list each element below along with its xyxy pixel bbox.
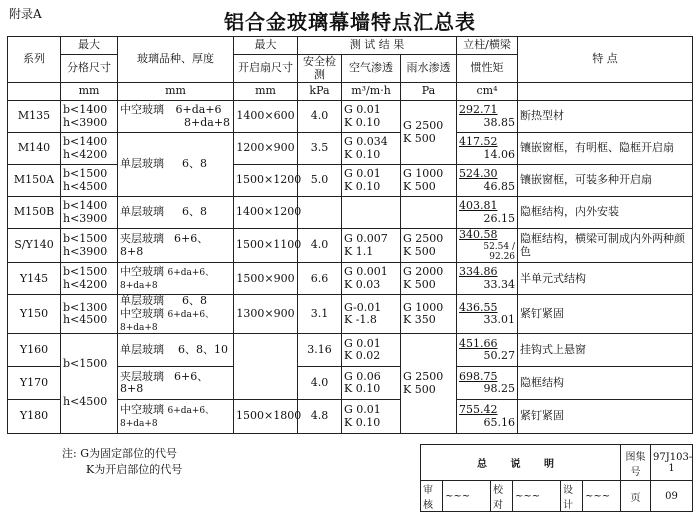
unit-air: m³/m·h: [342, 83, 401, 101]
header-test-results: 测 试 结 果: [298, 37, 457, 55]
review-signature: ~~~: [443, 481, 491, 512]
table-row: Y160 b<1500 h<4500 单层玻璃 6、8、10 3.16 G 0.01 K 0.02 G 2500 K 500 451.66 50.27 挂钩式上悬窗: [8, 334, 693, 367]
table-row: Y170 夹层玻璃 6+6、8+8 4.0 G 0.06 K 0.10 698.75 98.25 隐框结构: [8, 367, 693, 400]
table-row: S/Y140 b<1500 h<3900 夹层玻璃 6+6、8+8 1500×1100 4.0 G 0.007 K 1.1 G 2500 K 500 340.58 52.54 / 92.26 隐框结构，横梁可制成内外两种颜色: [8, 229, 693, 263]
appendix-label: 附录A: [9, 7, 42, 21]
page-label: 页: [621, 481, 651, 512]
table-row: Y145 b<1500 h<4200 中空玻璃 6+da+6、8+da+8 1500×900 6.6 G 0.001 K 0.03 G 2000 K 500 334.86 33.34 半单元式结构: [8, 263, 693, 295]
unit-grid: mm: [61, 83, 118, 101]
header-safety: 安全检测: [298, 55, 342, 83]
atlas-label: 图集号: [621, 445, 651, 481]
page-number: 09: [651, 481, 693, 512]
header-max-open: 最大: [234, 37, 298, 55]
table-row: M135 b<1400 h<3900 中空玻璃 6+da+6 8+da+8 1400×600 4.0 G 0.01 K 0.10 G 2500 K 500 292.71 38.85 断热型材: [8, 101, 693, 133]
header-max-open-2: 开启扇尺寸: [234, 55, 298, 83]
table-row: M150B b<1400 h<3900 单层玻璃 6、8 1400×1200 403.81 26.15 隐框结构，内外安装: [8, 197, 693, 229]
header-air: 空气渗透: [342, 55, 401, 83]
unit-safety: kPa: [298, 83, 342, 101]
unit-glass: mm: [118, 83, 234, 101]
header-glass: 玻璃品种、厚度: [118, 37, 234, 83]
design-signature: ~~~: [583, 481, 621, 512]
header-features: 特 点: [518, 37, 693, 83]
table-row: M150A b<1500 h<4500 1500×1200 5.0 G 0.01 K 0.10 G 1000 K 500 524.30 46.85 镶嵌窗框，可装多种开启扇: [8, 165, 693, 197]
header-rain: 雨水渗透: [401, 55, 457, 83]
header-column: 立柱/横梁: [457, 37, 518, 55]
drawing-title: 总 说 明: [421, 445, 621, 481]
table-row: Y150 b<1300 h<4500 单层玻璃 6、8 中空玻璃 6+da+6、8+da+8 1300×900 3.1 G-0.01 K -1.8 G 1000 K 350 436.55 33.01 紧钉紧固: [8, 295, 693, 334]
check-label: 校对: [491, 481, 513, 512]
unit-rain: Pa: [401, 83, 457, 101]
title-block: [420, 444, 693, 512]
header-max-grid: 最大: [61, 37, 118, 55]
design-label: 设计: [561, 481, 583, 512]
unit-inertia: cm⁴: [457, 83, 518, 101]
header-inertia: 惯性矩: [457, 55, 518, 83]
table-row: M140 b<1400 h<4200 单层玻璃 6、8 1200×900 3.5 G 0.034 K 0.10 417.52 14.06 镶嵌窗框，有明框、隐框开启扇: [8, 133, 693, 165]
feature-table: [7, 36, 693, 434]
atlas-number: 97J103-1: [651, 445, 693, 481]
footnote: 注: G为固定部位的代号 K为开启部位的代号: [62, 447, 183, 476]
check-signature: ~~~: [513, 481, 561, 512]
table-row: Y180 中空玻璃 6+da+6、8+da+8 1500×1800 4.8 G 0.01 K 0.10 755.42 65.16 紧钉紧固: [8, 400, 693, 434]
header-max-grid-2: 分格尺寸: [61, 55, 118, 83]
review-label: 审核: [421, 481, 443, 512]
header-series: 系列: [8, 37, 61, 83]
page-title: 铝合金玻璃幕墙特点汇总表: [224, 10, 476, 34]
unit-open: mm: [234, 83, 298, 101]
